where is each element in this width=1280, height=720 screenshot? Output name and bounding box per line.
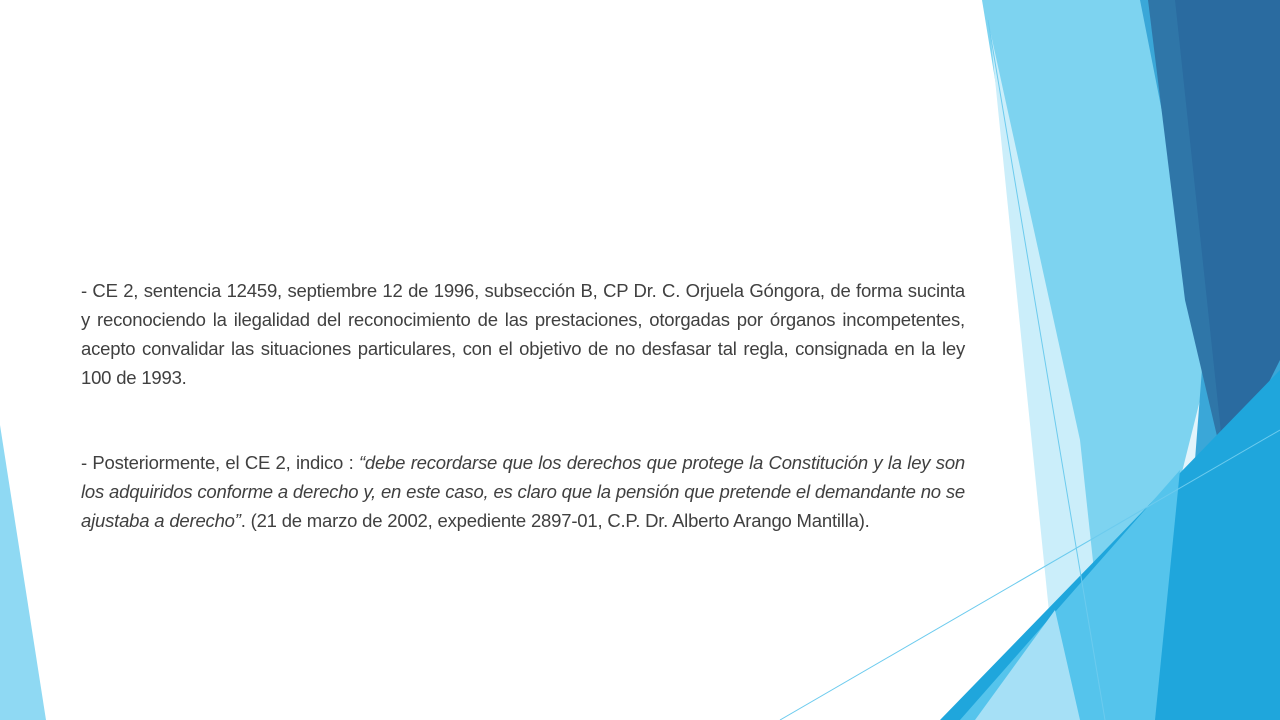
paragraph-2-lead: - Posteriormente, el CE 2, indico : [81,452,359,473]
paragraph-2-quote: “debe recordarse que los derechos que protege la Constitución y la ley son los adquiridos conforme a derecho y, en este caso, es claro que la pensión que pretende el demandante no se ajustaba a derecho” [81,452,965,531]
paragraph-1: - CE 2, sentencia 12459, septiembre 12 de 1996, subsección B, CP Dr. C. Orjuela Góngora, de forma sucinta y reconociendo la ilegalidad del reconocimiento de las prestaciones, otorgadas por órganos incompetentes, acepto convalidar las situaciones particulares, con el objetivo de no desfasar tal regla, consignada en la ley 100 de 1993. [81,280,965,388]
paragraph-2-tail: . (21 de marzo de 2002, expediente 2897-01, C.P. Dr. Alberto Arango Mantilla). [240,510,870,531]
left-edge-shape [0,425,46,720]
body-text [81,276,965,535]
paragraph-2 [81,448,965,535]
